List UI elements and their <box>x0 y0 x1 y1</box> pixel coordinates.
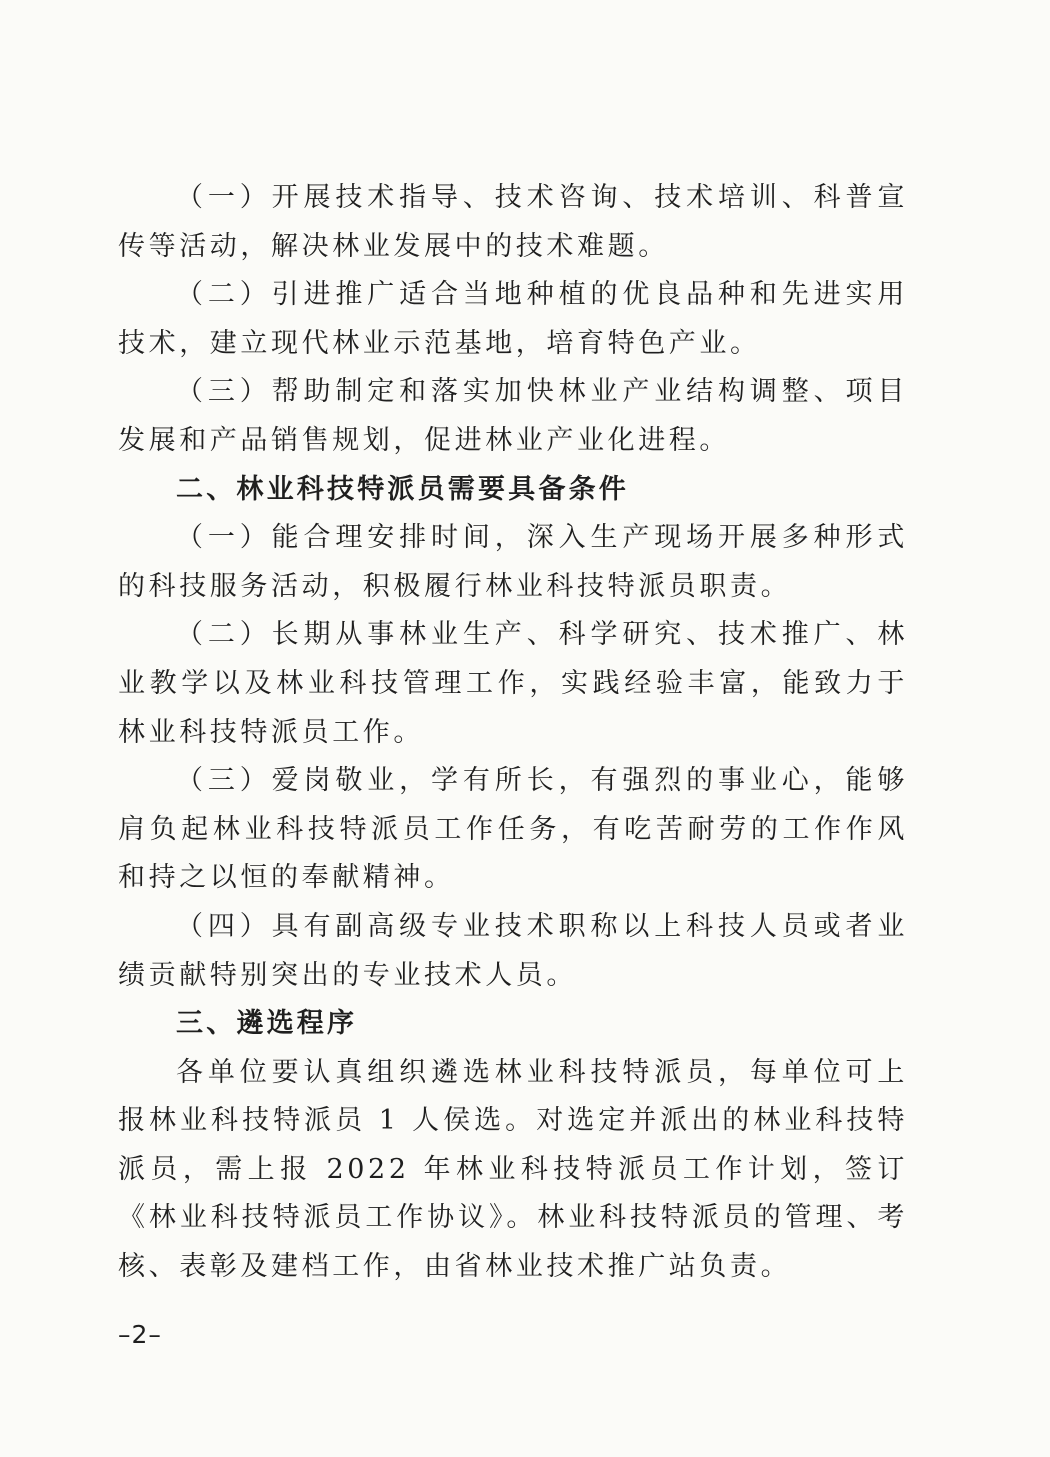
page-number: –2– <box>118 1320 162 1349</box>
paragraph-requirement-4: （四）具有副高级专业技术职称以上科技人员或者业绩贡献特别突出的专业技术人员。 <box>118 910 908 991</box>
paragraph-task-2: （二）引进推广适合当地种植的优良品种和先进实用技术，建立现代林业示范基地，培育特色产业。 <box>118 279 908 359</box>
section-heading-requirements: 二、林业科技特派员需要具备条件 <box>176 473 629 505</box>
paragraph-task-1: （一）开展技术指导、技术咨询、技术培训、科普宣传等活动，解决林业发展中的技术难题。 <box>118 182 908 262</box>
paragraph-requirement-3: （三）爱岗敬业，学有所长，有强烈的事业心，能够肩负起林业科技特派员工作任务，有吃苦耐劳的工作作风和持之以恒的奉献精神。 <box>118 765 908 894</box>
paragraph-requirement-1: （一）能合理安排时间，深入生产现场开展多种形式的科技服务活动，积极履行林业科技特派员职责。 <box>118 522 908 602</box>
document-body <box>118 174 908 1292</box>
paragraph-requirement-2: （二）长期从事林业生产、科学研究、技术推广、林业教学以及林业科技管理工作，实践经验丰富，能致力于林业科技特派员工作。 <box>118 619 908 748</box>
paragraph-selection-procedure: 各单位要认真组织遴选林业科技特派员，每单位可上报林业科技特派员 1 人侯选。对选定并派出的林业科技特派员，需上报 2022 年林业科技特派员工作计划，签订《林业科技特派员工作协议》。林业科技特派员的管理、考核、表彰及建档工作，由省林业技术推广站负责。 <box>118 1056 908 1283</box>
paragraph-task-3: （三）帮助制定和落实加快林业产业结构调整、项目发展和产品销售规划，促进林业产业化进程。 <box>118 376 908 456</box>
section-heading-selection: 三、遴选程序 <box>176 1008 358 1040</box>
